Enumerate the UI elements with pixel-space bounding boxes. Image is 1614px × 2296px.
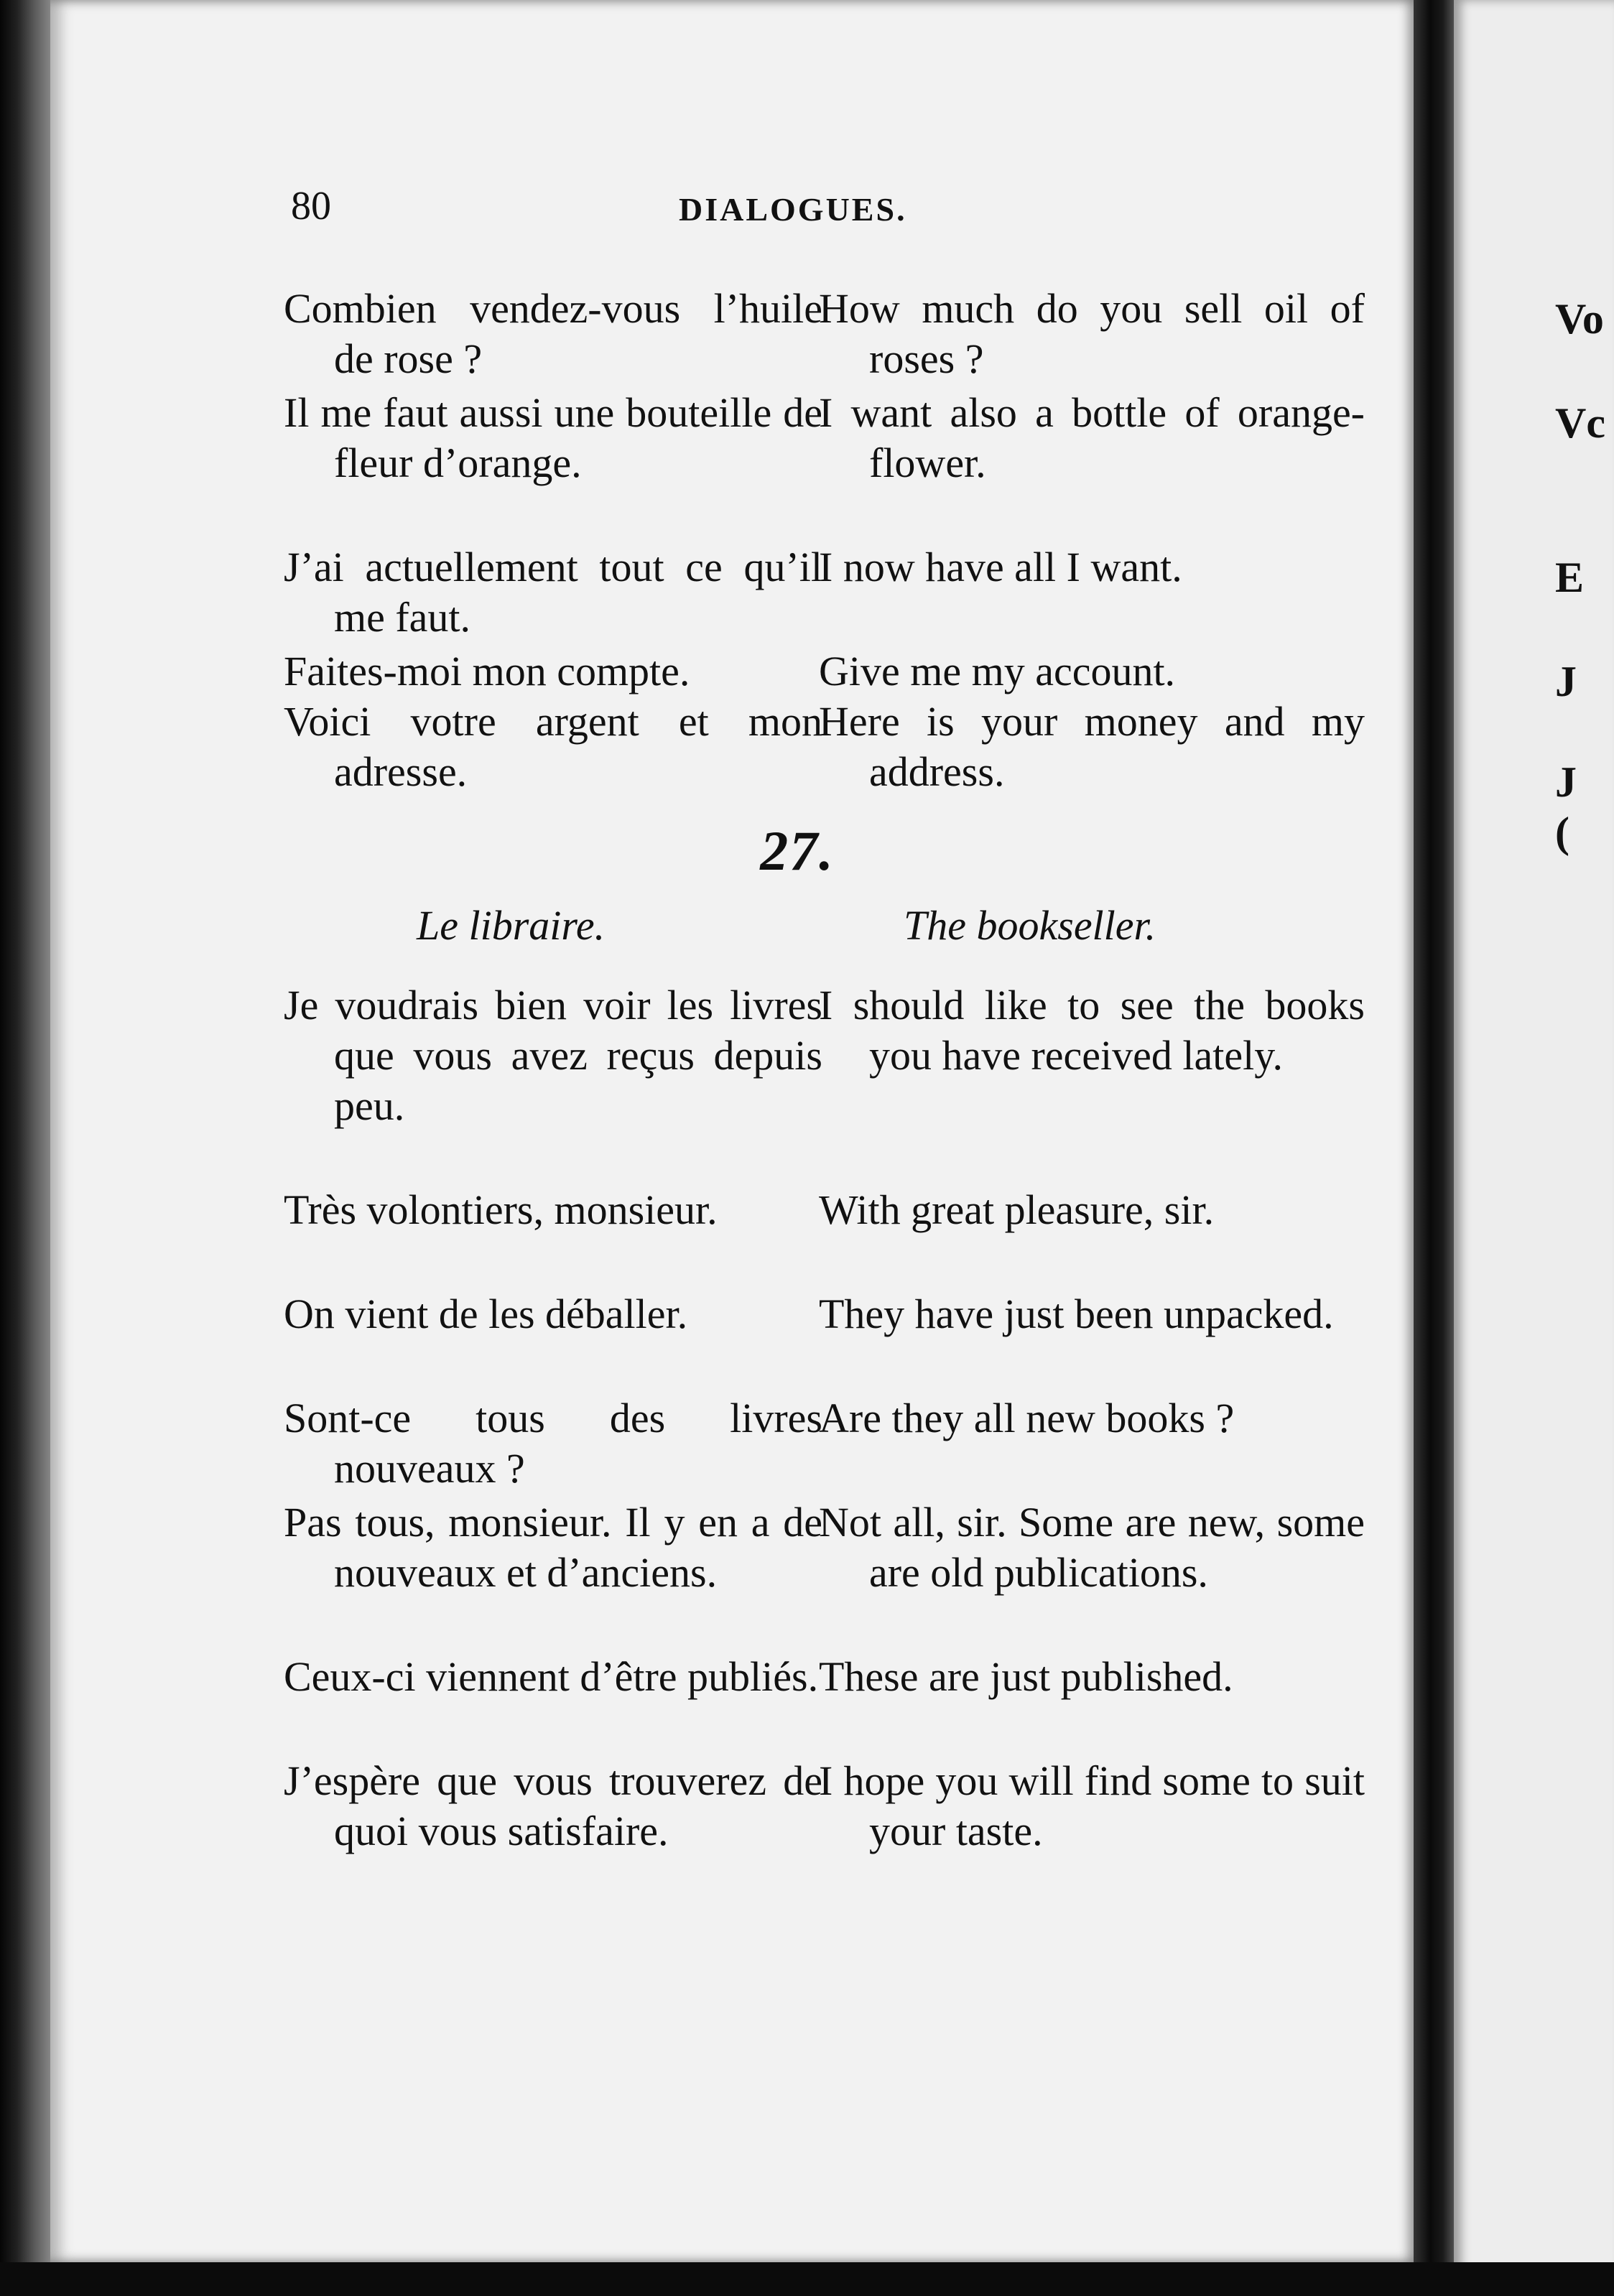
english-line: Not all, sir. Some are new, some are old publications. bbox=[819, 1499, 1365, 1596]
edge-letter: E bbox=[1555, 554, 1585, 601]
edge-letter: Vc bbox=[1555, 399, 1605, 447]
book-edge-left bbox=[0, 0, 57, 2296]
english-line: These are just published. bbox=[819, 1653, 1233, 1700]
french-line: Combien vendez-vous l’huile de rose ? bbox=[284, 285, 822, 382]
french-line: J’ai actuellement tout ce qu’il me faut. bbox=[284, 544, 822, 641]
next-page-edge bbox=[1454, 0, 1614, 2296]
french-line: Ceux-ci viennent d’être publiés. bbox=[284, 1653, 819, 1700]
english-line: With great pleasure, sir. bbox=[819, 1186, 1215, 1233]
french-section-heading: Le libraire. bbox=[417, 902, 606, 949]
english-line: Are they all new books ? bbox=[819, 1395, 1235, 1441]
english-line: Here is your money and my address. bbox=[819, 698, 1365, 795]
french-line: Il me faut aussi une bouteille de fleur d’orange. bbox=[284, 389, 822, 486]
french-line: Voici votre argent et mon adresse. bbox=[284, 698, 822, 795]
edge-letter: Vo bbox=[1555, 295, 1604, 343]
edge-letter: J bbox=[1555, 658, 1577, 705]
english-section-heading: The bookseller. bbox=[904, 902, 1156, 949]
english-line: Give me my account. bbox=[819, 648, 1176, 694]
page-number: 80 bbox=[291, 184, 331, 228]
french-line: J’espère que vous trouverez de quoi vous satisfaire. bbox=[284, 1757, 822, 1854]
french-line: Faites-moi mon compte. bbox=[284, 648, 690, 694]
english-line: I want also a bottle of orange-flower. bbox=[819, 389, 1365, 486]
english-line: They have just been unpacked. bbox=[819, 1291, 1334, 1337]
section-number: 27. bbox=[760, 819, 835, 882]
french-line: Sont-ce tous des livres nouveaux ? bbox=[284, 1395, 822, 1492]
french-line: Je voudrais bien voir les livres que vous avez reçus depuis peu. bbox=[284, 982, 822, 1129]
english-line: I hope you will find some to suit your taste. bbox=[819, 1757, 1365, 1854]
scan-bottom-edge bbox=[0, 2262, 1614, 2296]
edge-letter: ( bbox=[1555, 809, 1569, 856]
english-line: I should like to see the books you have received lately. bbox=[819, 982, 1365, 1079]
english-line: How much do you sell oil of roses ? bbox=[819, 285, 1365, 382]
book-gutter bbox=[1414, 0, 1455, 2296]
edge-letter: J bbox=[1555, 758, 1577, 806]
book-page bbox=[50, 0, 1415, 2262]
french-line: Très volontiers, monsieur. bbox=[284, 1186, 718, 1233]
page-header bbox=[0, 183, 1365, 241]
running-head: DIALOGUES. bbox=[679, 191, 907, 228]
english-line: I now have all I want. bbox=[819, 544, 1182, 590]
french-line: On vient de les déballer. bbox=[284, 1291, 688, 1337]
french-line: Pas tous, monsieur. Il y en a de nouveaux et d’anciens. bbox=[284, 1499, 822, 1596]
